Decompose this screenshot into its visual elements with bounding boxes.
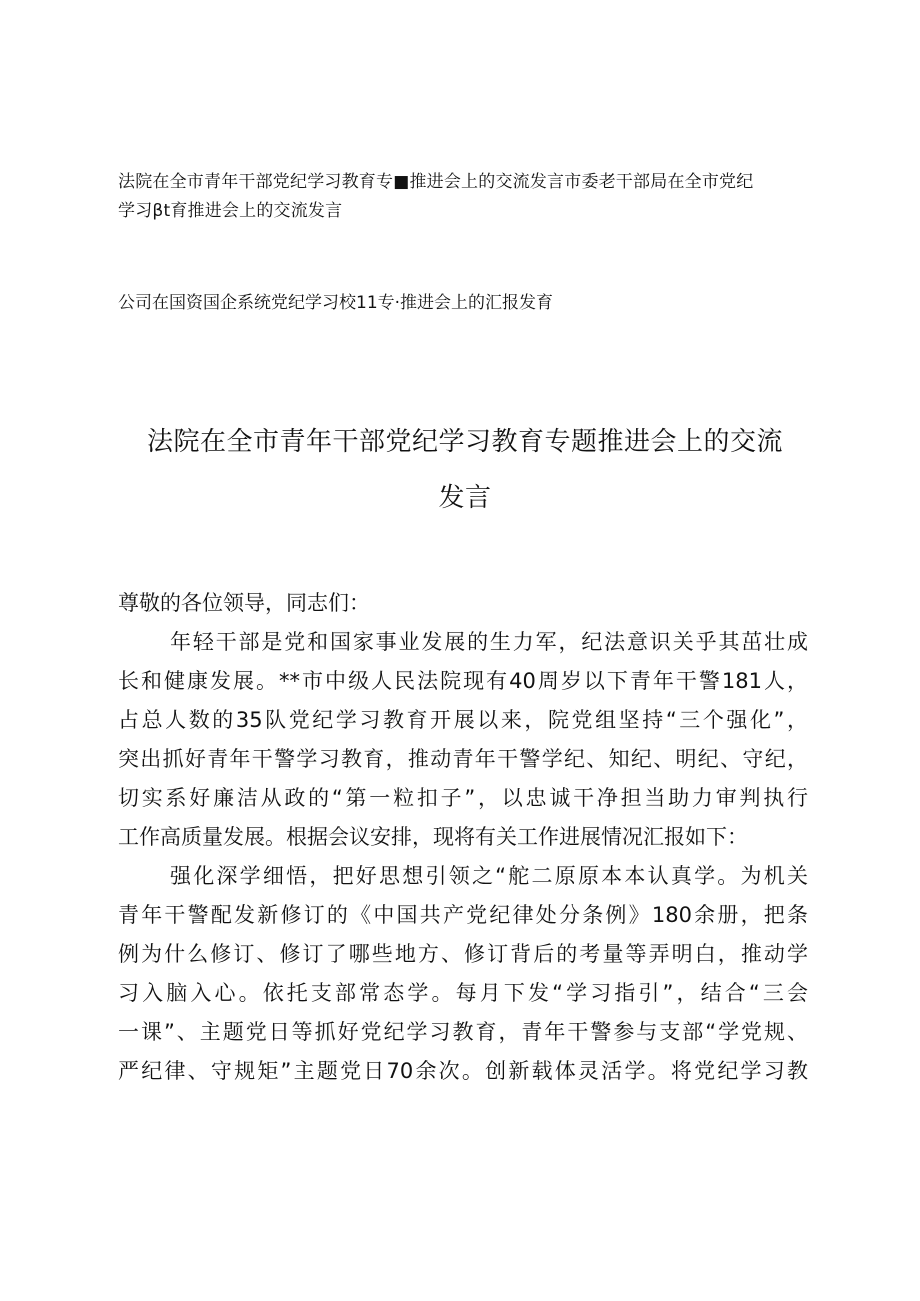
paragraph-2-line: 严纪律、守规矩”主题党日70余次。创新载体灵活学。将党纪学习教: [118, 1059, 808, 1083]
toc-entry-1-line-1: 法院在全市青年干部党纪学习教育专■推进会上的交流发言市委老干部局在全市党纪: [118, 172, 754, 192]
document-title: [110, 414, 820, 526]
paragraph-1-line: 切实系好廉洁从政的“第一粒扣子”，以忠诚干净担当助力审判执行: [118, 786, 808, 810]
paragraph-2-line: 青年干警配发新修订的《中国共产党纪律处分条例》180余册，把条: [118, 903, 808, 927]
paragraph-2-line: 习入脑入心。依托支部常态学。每月下发“学习指引”，结合“三会: [118, 981, 808, 1005]
paragraph-1-line: 占总人数的35队党纪学习教育开展以来，院党组坚持“三个强化”，: [118, 708, 808, 732]
paragraph-2-line: 例为什么修订、修订了哪些地方、修订背后的考量等弄明白，推动学: [118, 942, 808, 966]
toc-entry-2: 公司在国资国企系统党纪学习校11专·推进会上的汇报发育: [118, 293, 554, 313]
paragraph-1-line: 年轻干部是党和国家事业发展的生力军，纪法意识关乎其茁壮成: [170, 630, 808, 654]
paragraph-1-line: 工作高质量发展。根据会议安排，现将有关工作进展情况汇报如下：: [118, 825, 748, 849]
document-body: [118, 584, 808, 1091]
paragraph-2-line: 一课”、主题党日等抓好党纪学习教育，青年干警参与支部“学党规、: [118, 1020, 808, 1044]
toc-entry-1-line-2: 学习βt育推进会上的交流发言: [118, 201, 343, 221]
title-line-1: 法院在全市青年干部党纪学习教育专题推进会上的交流: [146, 427, 783, 457]
title-line-2: 发言: [438, 483, 492, 513]
paragraph-1-line: 长和健康发展。**市中级人民法院现有40周岁以下青年干警181人，: [118, 669, 808, 693]
paragraph-2: [118, 857, 808, 1091]
paragraph-1: [118, 623, 808, 857]
salutation: 尊敬的各位领导，同志们：: [118, 591, 370, 615]
paragraph-1-line: 突出抓好青年干警学习教育，推动青年干警学纪、知纪、明纪、守纪，: [118, 747, 808, 771]
table-of-contents: [118, 168, 808, 226]
paragraph-2-line: 强化深学细悟，把好思想引领之“舵二原原本本认真学。为机关: [170, 864, 808, 888]
